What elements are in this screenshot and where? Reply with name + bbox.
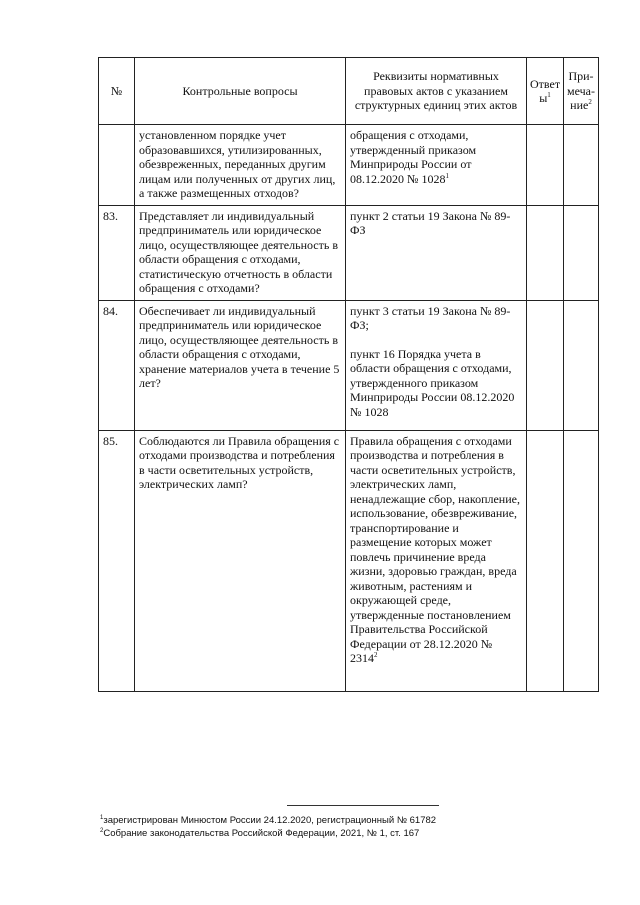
row-requisites: [346, 430, 527, 691]
row-number: 83.: [99, 205, 135, 300]
requisite-footnote-mark: 2: [374, 651, 378, 659]
table-row: [99, 430, 599, 691]
requisite-text: пункт 2 статьи 19 Закона № 89-ФЗ: [350, 208, 511, 237]
footnote-mark: 2: [100, 828, 104, 834]
requisite-text: обращения с отходами, утвержденный приказом Минприроды России от 08.12.2020 № 1028: [350, 128, 477, 186]
requisite-text: Правила обращения с отходами производства и потребления в части осветительных устройств, электрических ламп, ненадлежащие сбор, накопление, использование, обезвреживание, транспортирование и размещение которых может повлечь причинение вреда жизни, здоровью граждан, вреда животным, растениям и окружающей среде, утвержденные постановлением Правительства Российской Федерации от 28.12.2020 № 2314: [350, 433, 520, 665]
footnote-item: [100, 814, 620, 827]
table-row: [99, 300, 599, 430]
table-row: [99, 125, 599, 206]
row-answer-cell: [527, 430, 564, 691]
row-requisites: [346, 205, 527, 300]
row-answer-cell: [527, 300, 564, 430]
header-notes-footnote-mark: 2: [588, 98, 592, 107]
row-number: [99, 125, 135, 206]
row-question: Соблюдаются ли Правила обращения с отходами производства и потребления в части осветительных устройств, электрических ламп?: [135, 430, 346, 691]
row-note-cell: [564, 205, 599, 300]
header-notes-label: При-мечa-ние: [567, 69, 595, 113]
table-row: [99, 205, 599, 300]
row-requisites: [346, 125, 527, 206]
row-question: установленном порядке учет образовавшихся, утилизированных, обезвреженных, переданных другим лицам или полученных от других лиц, а также размещенных отходов?: [135, 125, 346, 206]
header-notes: [564, 58, 599, 125]
table-header-row: [99, 58, 599, 125]
requisite-text: пункт 3 статьи 19 Закона № 89-ФЗ;: [350, 303, 511, 332]
row-requisites: [346, 300, 527, 430]
row-answer-cell: [527, 125, 564, 206]
footnote-mark: 1: [100, 815, 104, 821]
header-number: №: [99, 58, 135, 125]
row-question: Обеспечивает ли индивидуальный предприниматель или юридическое лицо, осуществляющее деятельность в области обращения с отходами, хранение материалов учета в течение 5 лет?: [135, 300, 346, 430]
footnote-text: Собрание законодательства Российской Федерации, 2021, № 1, ст. 167: [103, 828, 420, 839]
header-answers-tail: ы: [539, 91, 548, 105]
row-number: 84.: [99, 300, 135, 430]
footnote-text: зарегистрирован Минюстом России 24.12.2020, регистрационный № 61782: [103, 815, 437, 826]
row-note-cell: [564, 430, 599, 691]
header-answers: [527, 58, 564, 125]
header-answers-footnote-mark: 1: [547, 91, 551, 99]
header-questions: Контрольные вопросы: [135, 58, 346, 125]
header-requisites: Реквизиты нормативных правовых актов с указанием структурных единиц этих актов: [346, 58, 527, 125]
row-number: 85.: [99, 430, 135, 691]
row-answer-cell: [527, 205, 564, 300]
footnote-separator: [287, 805, 439, 806]
row-note-cell: [564, 125, 599, 206]
row-question: Представляет ли индивидуальный предприниматель или юридическое лицо, осуществляющее деятельность в области обращения с отходами, статистическую отчетность в области обращения с отходами?: [135, 205, 346, 300]
footnote-item: [100, 827, 620, 840]
footnotes: [100, 814, 620, 840]
header-answers-label: Ответ: [530, 76, 561, 91]
requisite-footnote-mark: 1: [445, 171, 449, 180]
row-note-cell: [564, 300, 599, 430]
control-questions-table: [98, 57, 599, 692]
requisite-text: пункт 16 Порядка учета в области обращения с отходами, утвержденного приказом Минприроды России 08.12.2020 № 1028: [350, 346, 515, 419]
